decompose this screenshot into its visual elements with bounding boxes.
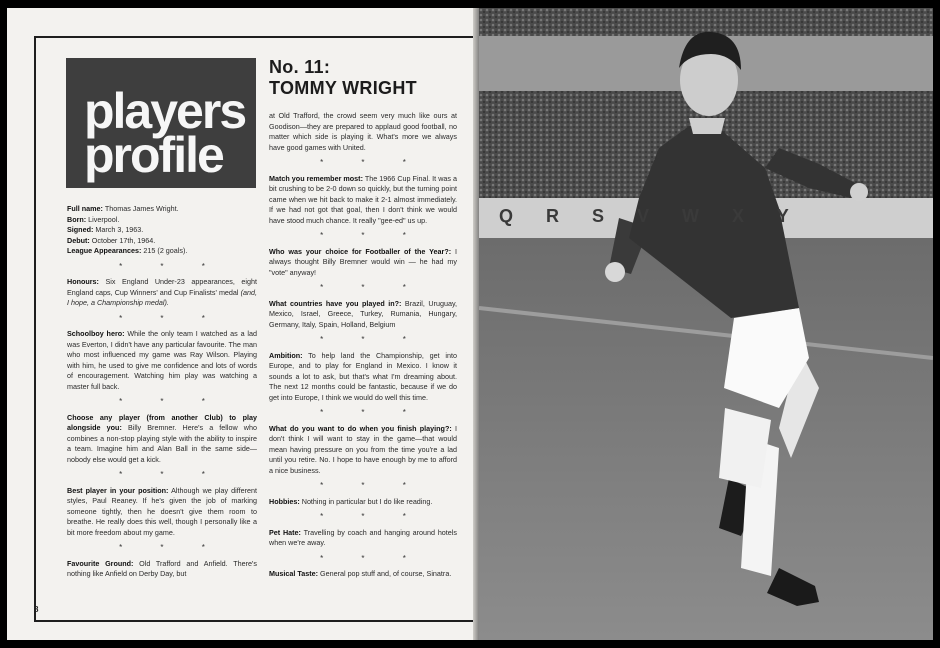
answer-text: I always thought Billy Bremner would win — he had my "vote" anyway!: [269, 246, 458, 277]
profile-answer: [67, 277, 257, 309]
section-divider-stars: * * *: [119, 470, 223, 479]
answer-text: I don't think I will want to stay in the game—that would mean having pressure on you from the time you're a lad until you retire. No. I hope to have enough by me to afford a nice business.: [269, 423, 457, 475]
section-divider-stars: * * *: [320, 231, 424, 240]
advertising-hoarding: Q R S V W X Y: [499, 206, 803, 226]
profile-answer: [269, 247, 457, 279]
section-divider-stars: * * *: [320, 408, 424, 417]
question-label: What countries have you played in?:: [269, 298, 402, 308]
profile-answer: [269, 299, 457, 331]
fact-line: [67, 236, 257, 247]
question-label: Match you remember most:: [269, 173, 363, 183]
fact-value: 215 (2 goals).: [141, 246, 188, 255]
fact-line: [67, 215, 257, 226]
section-divider-stars: * * *: [320, 512, 424, 521]
right-intro: at Old Trafford, the crowd seem very much like ours at Goodison—they are prepared to applaud good football, no matter which side is playing it. What's more we always have good games with United.: [269, 111, 457, 152]
answer-text: Brazil, Uruguay, Mexico, Israel, Greece, Turkey, Rumania, Hungary, Germany, Italy, Spain, Holland, Belgium: [269, 298, 457, 329]
section-divider-stars: * * *: [320, 283, 424, 292]
answer-text: Billy Bremner. Here's a fellow who combines a non-stop playing style with the ability to inspire a team. Imagine him and Alan Ball in the same side—nobody else would get a kick.: [67, 423, 257, 464]
page-number: 8: [34, 605, 39, 614]
fact-value: March 3, 1963.: [93, 225, 144, 234]
fact-label: Born:: [67, 214, 87, 224]
question-label: Musical Taste:: [269, 569, 318, 578]
left-page: [7, 8, 475, 640]
section-divider-stars: * * *: [119, 261, 223, 271]
question-label: Ambition:: [269, 350, 303, 360]
question-label: Favourite Ground:: [67, 558, 134, 568]
player-name: TOMMY WRIGHT: [269, 78, 417, 98]
player-photo: [479, 8, 933, 640]
fact-line: [67, 225, 257, 236]
answer-text: Six England Under-23 appearances, eight England caps, Cup Winners' and Cup Finalists' medal: [67, 277, 257, 297]
answer-text: Nothing in particular but I do like reading.: [299, 496, 433, 506]
section-divider-stars: * * *: [119, 543, 223, 552]
fact-value: October 17th, 1964.: [89, 235, 156, 245]
question-label: Choose any player (from another Club) to play alongside you:: [67, 412, 257, 432]
section-divider-stars: * * *: [320, 158, 424, 167]
fact-label: Debut:: [67, 235, 90, 245]
question-label: Honours:: [67, 277, 99, 286]
frame-left: [34, 36, 39, 622]
question-label: Schoolboy hero:: [67, 329, 125, 338]
profile-answer: [269, 424, 457, 477]
answer-text: Travelling by coach and hanging around hotels when we're away.: [269, 527, 457, 547]
profile-answer: [67, 413, 257, 466]
profile-answer: [67, 559, 257, 580]
facts-block: [67, 204, 257, 257]
question-label: What do you want to do when you finish playing?:: [269, 423, 452, 433]
frame-bottom: [34, 620, 475, 622]
answer-text: The 1966 Cup Final. It was a bit crushing to be 2-0 down so quickly, but the turning point came when we hit back to make it 2-1 almost immediately. If we had not got that goal, then I don't think we would have stood much chance. It really "gee-ed" us up.: [269, 173, 458, 225]
answer-text: Although we play different styles, Paul Reaney. If he's given the job of marking someone tightly, then he doesn't give them room to breathe. He really does this well, though I personally like a bit more freedom about my game.: [67, 485, 257, 537]
fact-value: Thomas James Wright.: [102, 204, 179, 213]
profile-answer: [269, 528, 457, 549]
profile-number: No. 11:: [269, 57, 331, 77]
profile-answer: [269, 569, 457, 580]
fact-label: Full name:: [67, 204, 103, 213]
right-column: [269, 111, 457, 580]
fact-value: Liverpool.: [86, 214, 120, 224]
section-divider-stars: * * *: [320, 481, 424, 490]
profile-answer: [269, 174, 457, 227]
right-sections: [269, 158, 457, 580]
answer-text: While the only team I watched as a lad was Everton, I didn't have any particular favourite. The man who most influenced my game was Ray Wilson. Playing with him, he used to give me confidence and lots of words of encouragement. Watching him play was watching a master full back.: [67, 329, 257, 391]
profile-answer: [269, 497, 457, 508]
players-profile-logo: [66, 58, 256, 188]
fact-line: [67, 246, 257, 257]
fact-label: League Appearances:: [67, 246, 142, 255]
logo-line-2: profile: [84, 127, 223, 183]
profile-answer: [67, 329, 257, 392]
player-photo-illustration: [479, 8, 933, 640]
question-label: Best player in your position:: [67, 485, 169, 495]
question-label: Who was your choice for Footballer of the Year?:: [269, 246, 452, 256]
frame-top: [34, 36, 475, 38]
profile-answer: [269, 351, 457, 404]
question-label: Pet Hate:: [269, 527, 301, 537]
fact-label: Signed:: [67, 225, 94, 234]
section-divider-stars: * * *: [119, 397, 223, 406]
magazine-spread: [7, 8, 933, 640]
answer-text: General pop stuff and, of course, Sinatra.: [318, 569, 452, 578]
left-sections: [67, 262, 257, 580]
section-divider-stars: * * *: [320, 335, 424, 344]
section-divider-stars: * * *: [320, 553, 424, 563]
fact-line: [67, 204, 257, 215]
answer-text: To help land the Championship, get into Europe, and to play for England in Mexico. I know it sounds a lot to ask, but that's what I'm dreaming about. The next 12 months could be fantastic, because if we do get into Europe, I think we would do well this time.: [269, 350, 457, 402]
logo-line-1: players: [84, 83, 246, 139]
answer-aside: (and, I hope, a Championship medal).: [67, 287, 257, 307]
answer-text: Old Trafford and Anfield. There's nothing like Anfield on Derby Day, but: [67, 558, 257, 578]
profile-answer: [67, 486, 257, 539]
question-label: Hobbies:: [269, 496, 300, 506]
left-column: [67, 204, 257, 580]
section-divider-stars: * * *: [119, 313, 223, 323]
